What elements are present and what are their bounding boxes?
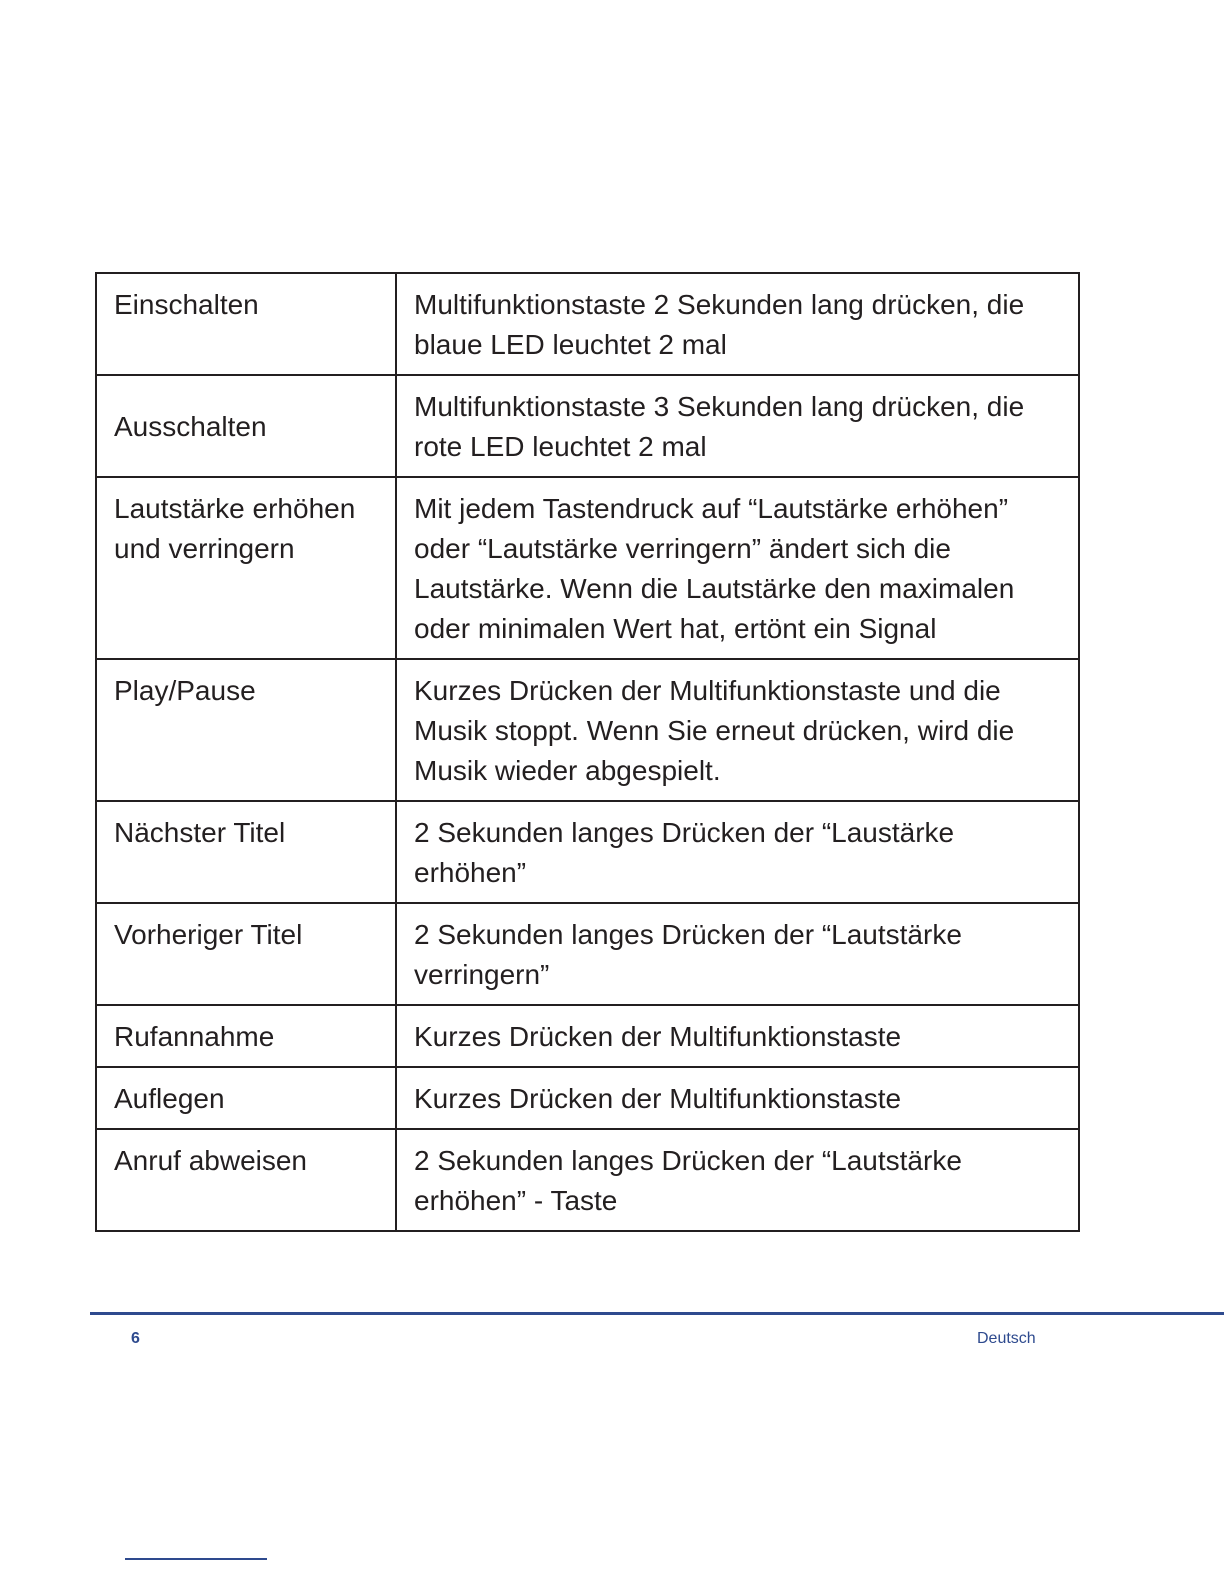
function-table [95,272,1080,1232]
table-row [96,477,1079,659]
description-cell: Kurzes Drücken der Multifunktionstaste [396,1005,1079,1067]
description-cell: Kurzes Drücken der Multifunktionstaste [396,1067,1079,1129]
function-cell: Play/Pause [96,659,396,801]
table-row [96,1005,1079,1067]
function-cell: Anruf abweisen [96,1129,396,1231]
footer-language: Deutsch [977,1330,1036,1347]
description-cell: 2 Sekunden langes Drücken der “Laustärke erhöhen” [396,801,1079,903]
page-number: 6 [131,1330,140,1347]
function-cell: Einschalten [96,273,396,375]
function-cell: Auflegen [96,1067,396,1129]
description-cell: Multifunktionstaste 3 Sekunden lang drücken, die rote LED leuchtet 2 mal [396,375,1079,477]
table-row [96,1129,1079,1231]
description-cell: 2 Sekunden langes Drücken der “Lautstärke erhöhen” - Taste [396,1129,1079,1231]
description-cell: Multifunktionstaste 2 Sekunden lang drücken, die blaue LED leuchtet 2 mal [396,273,1079,375]
footer-divider [90,1312,1224,1315]
table-row [96,659,1079,801]
function-cell: Nächster Titel [96,801,396,903]
description-cell: Mit jedem Tastendruck auf “Lautstärke erhöhen” oder “Lautstärke verringern” ändert sich die Lautstärke. Wenn die Lautstärke den maximalen oder minimalen Wert hat, ertönt ein Signal [396,477,1079,659]
function-cell: Lautstärke erhöhen und verringern [96,477,396,659]
table-row [96,375,1079,477]
description-cell: Kurzes Drücken der Multifunktionstaste und die Musik stoppt. Wenn Sie erneut drücken, wird die Musik wieder abgespielt. [396,659,1079,801]
bottom-divider [125,1558,267,1560]
function-cell: Vorheriger Titel [96,903,396,1005]
function-cell: Rufannahme [96,1005,396,1067]
function-cell: Ausschalten [96,375,396,477]
table-row [96,1067,1079,1129]
table-row [96,801,1079,903]
table-row [96,273,1079,375]
description-cell: 2 Sekunden langes Drücken der “Lautstärke verringern” [396,903,1079,1005]
table-row [96,903,1079,1005]
